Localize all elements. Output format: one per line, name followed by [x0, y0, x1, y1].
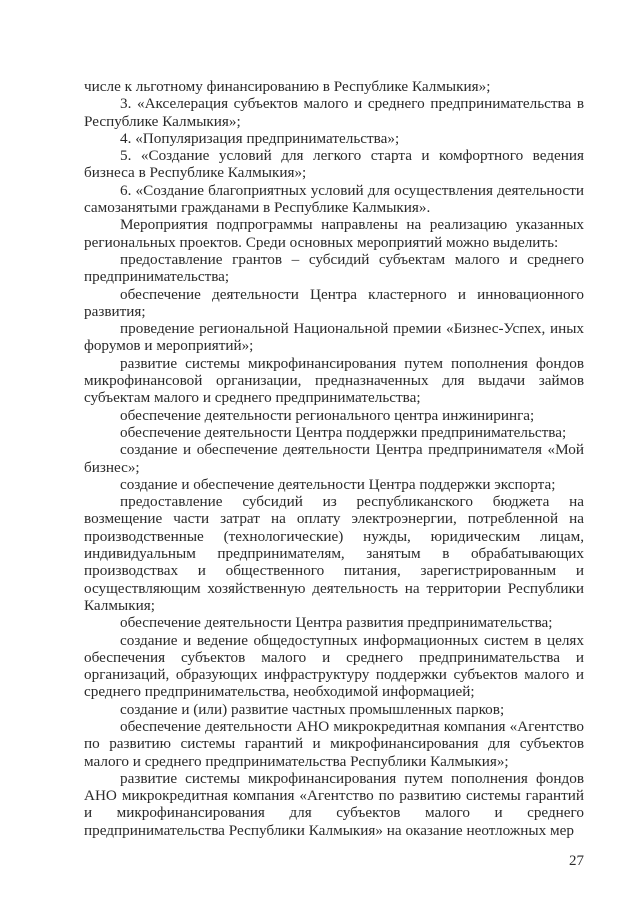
paragraph: 6. «Создание благоприятных условий для осуществления деятельности самозанятыми гражданами в Республике Калмыкия».: [84, 181, 584, 217]
paragraph: обеспечение деятельности Центра развития предпринимательства;: [120, 614, 553, 632]
paragraph: 4. «Популяризация предпринимательства»;: [120, 129, 400, 147]
paragraph: создание и обеспечение деятельности Центра предпринимателя «Мой бизнес»;: [84, 441, 584, 476]
paragraph: 5. «Создание условий для легкого старта и комфортного ведения бизнеса в Республике Калмыкия»;: [84, 147, 584, 182]
page-number: 27: [569, 853, 584, 869]
paragraph: обеспечение деятельности регионального центра инжиниринга;: [120, 406, 535, 424]
paragraph: развитие системы микрофинансирования путем пополнения фондов микрофинансовой организации, предназначенных для выдачи займов субъектам малого и среднего предпринимательства;: [84, 354, 584, 407]
paragraph: создание и обеспечение деятельности Центра поддержки экспорта;: [120, 475, 556, 493]
document-body: [84, 78, 584, 839]
paragraph: проведение региональной Национальной премии «Бизнес-Успех, иных форумов и мероприятий»;: [84, 320, 584, 355]
paragraph: обеспечение деятельности Центра кластерного и инновационного развития;: [84, 285, 584, 320]
paragraph: предоставление грантов – субсидий субъектам малого и среднего предпринимательства;: [84, 250, 584, 286]
paragraph: числе к льготному финансированию в Республике Калмыкия»;: [84, 78, 491, 95]
paragraph: создание и (или) развитие частных промышленных парков;: [120, 700, 505, 718]
paragraph: развитие системы микрофинансирования путем пополнения фондов АНО микрокредитная компания «Агентство по развитию системы гарантий и микрофинансирования для субъектов малого и среднего предпринимательства Республики Калмыкия» на оказание неотложных мер: [84, 769, 584, 839]
paragraph: создание и ведение общедоступных информационных систем в целях обеспечения субъектов малого и среднего предпринимательства и организаций, образующих инфраструктуру поддержки субъектов малого и среднего предпринимательства, необходимой информацией;: [84, 631, 584, 701]
paragraph: обеспечение деятельности Центра поддержки предпринимательства;: [120, 423, 567, 441]
paragraph: Мероприятия подпрограммы направлены на реализацию указанных региональных проектов. Среди основных мероприятий можно выделить:: [84, 216, 584, 251]
paragraph: 3. «Акселерация субъектов малого и среднего предпринимательства в Республике Калмыкия»;: [84, 95, 584, 130]
paragraph: обеспечение деятельности АНО микрокредитная компания «Агентство по развитию системы гарантий и микрофинансирования для субъектов малого и среднего предпринимательства Республики Калмыкия»;: [84, 717, 584, 770]
paragraph: предоставление субсидий из республиканского бюджета на возмещение части затрат на оплату электроэнергии, потребленной на производственные (технологические) нужды, юридическим лицам, индивидуальным предпринимателям, занятым в обрабатывающих производствах и общественного питания, зарегистрированным и осуществляющим хозяйственную деятельность на территории Республики Калмыкия;: [84, 493, 584, 614]
